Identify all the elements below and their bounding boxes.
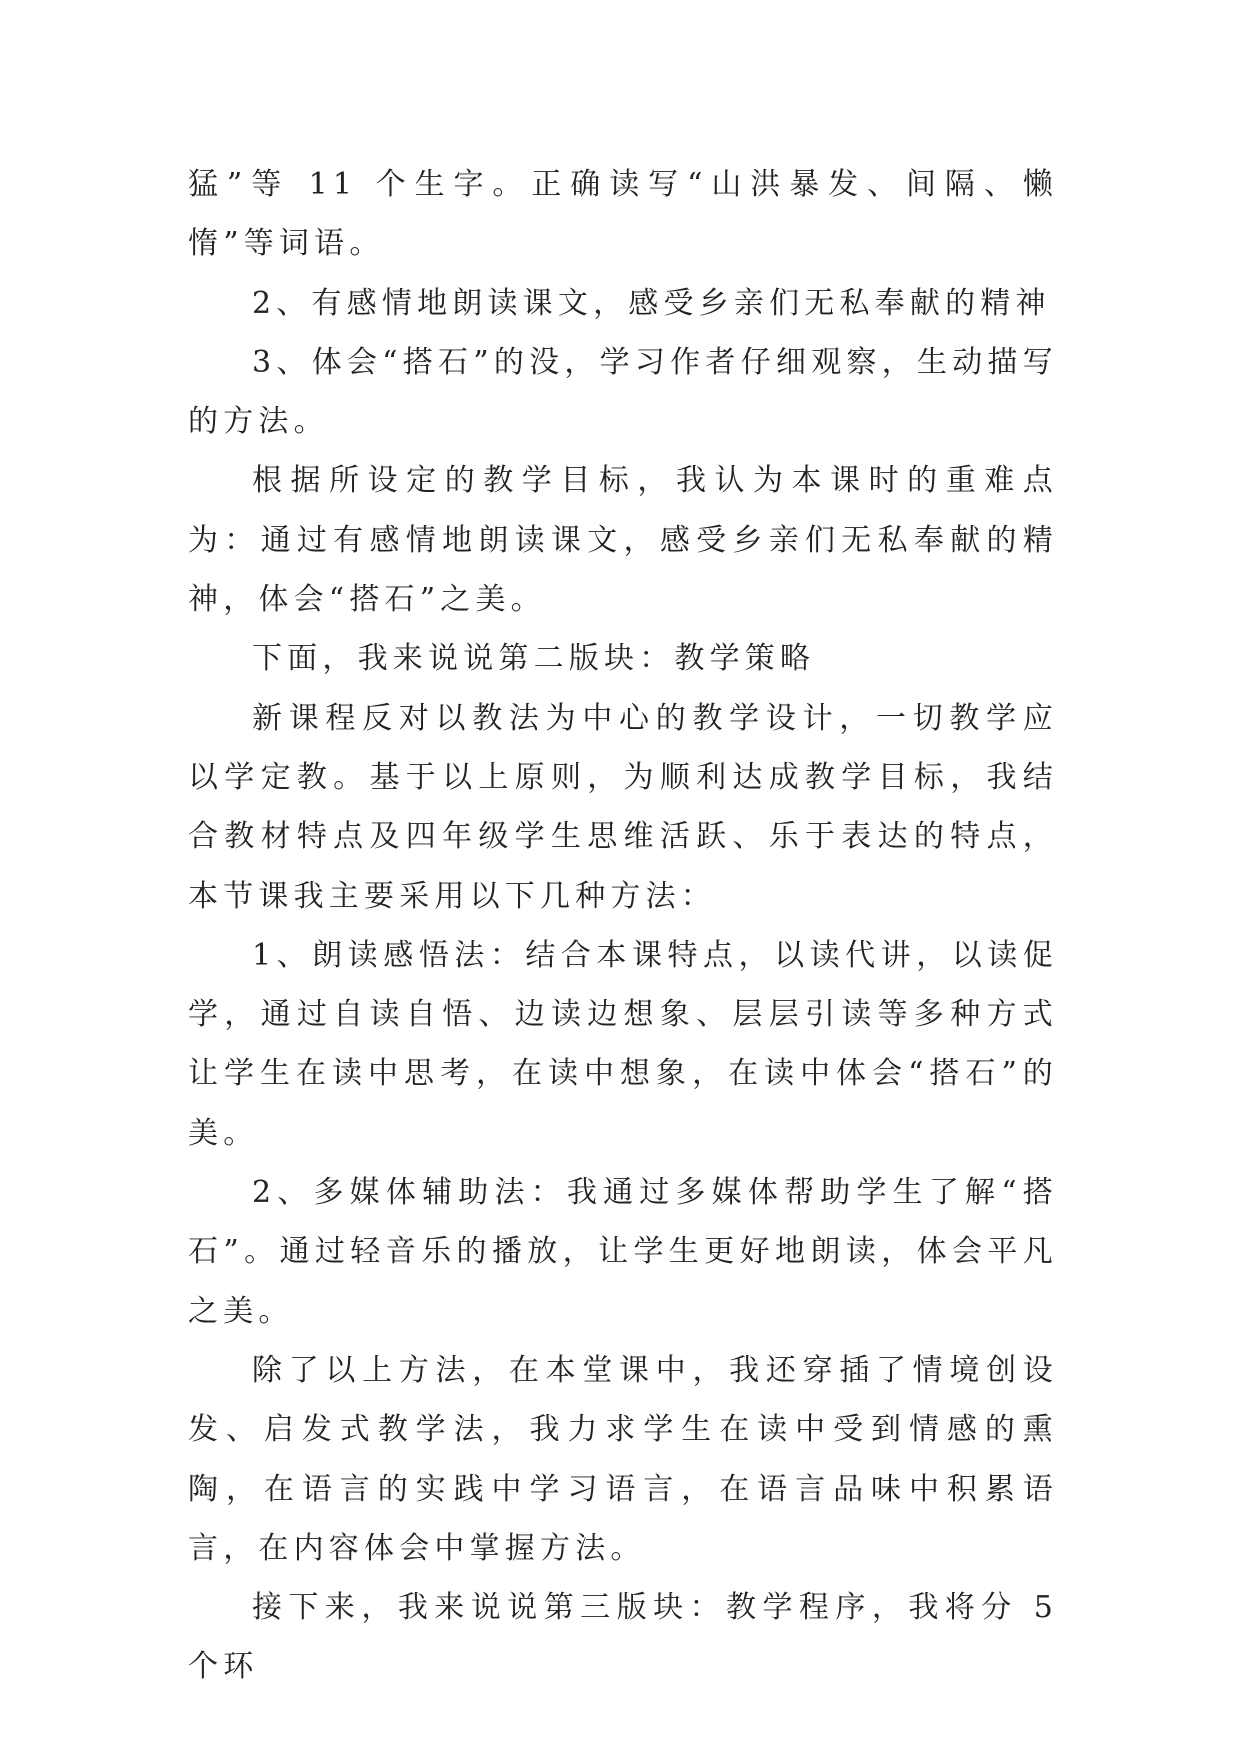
paragraph-teaching-strategy: 新课程反对以教法为中心的教学设计，一切教学应以学定教。基于以上原则，为顺利达成教学目标，我结合教材特点及四年级学生思维活跃、乐于表达的特点，本节课我主要采用以下几种方法： xyxy=(188,700,1058,914)
paragraph-section-two-heading: 下面，我来说说第二版块：教学策略 xyxy=(252,641,816,677)
document-body xyxy=(188,155,1058,1697)
paragraph-key-points: 根据所设定的教学目标，我认为本课时的重难点为：通过有感情地朗读课文，感受乡亲们无私奉献的精神，体会“搭石”之美。 xyxy=(188,463,1058,618)
paragraph-method-multimedia: 2、多媒体辅助法：我通过多媒体帮助学生了解“搭石”。通过轻音乐的播放，让学生更好地朗读，体会平凡之美。 xyxy=(188,1175,1058,1329)
paragraph-method-reading: 1、朗读感悟法：结合本课特点，以读代讲，以读促学，通过自读自悟、边读边想象、层层引读等多种方式让学生在读中思考，在读中想象，在读中体会“搭石”的美。 xyxy=(188,937,1058,1151)
paragraph-objective-2: 2、有感情地朗读课文，感受乡亲们无私奉献的精神 xyxy=(252,285,1051,321)
paragraph-section-three-intro: 接下来，我来说说第三版块：教学程序，我将分 5 个环 xyxy=(188,1590,1058,1685)
paragraph-objective-1-continued: 猛”等 11 个生字。正确读写“山洪暴发、间隔、懒惰”等词语。 xyxy=(188,167,1058,262)
paragraph-objective-3: 3、体会“搭石”的没，学习作者仔细观察，生动描写的方法。 xyxy=(188,344,1058,440)
paragraph-other-methods: 除了以上方法，在本堂课中，我还穿插了情境创设发、启发式教学法，我力求学生在读中受到情感的熏陶，在语言的实践中学习语言，在语言品味中积累语言，在内容体会中掌握方法。 xyxy=(188,1352,1058,1566)
